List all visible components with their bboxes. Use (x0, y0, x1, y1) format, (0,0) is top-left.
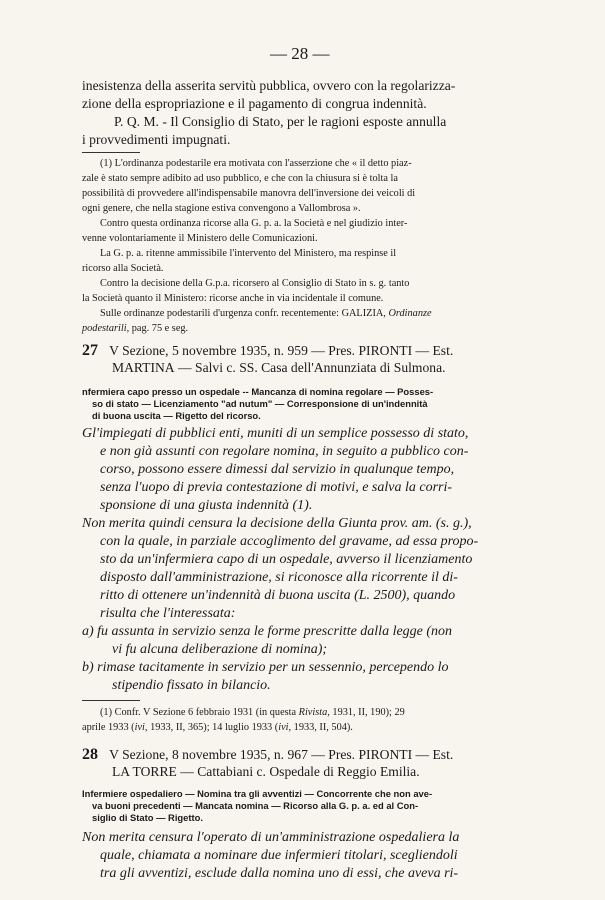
maxim-line: senza l'uopo di previa contestazione di motivi, e salva la corri- (100, 480, 453, 495)
footnote-author: GALIZIA, (341, 308, 386, 319)
footnote-text: 1933, II, 365); 14 luglio 1933 ( (150, 722, 279, 733)
case-27-header (82, 342, 453, 360)
keywords-line: di buona uscita — Rigetto del ricorso. (92, 410, 261, 421)
maxim-line: corso, possono essere dimessi dal servizio in qualunque tempo, (100, 462, 455, 477)
footnote-line: la Società quanto il Ministero: ricorse anche in via incidentale il comune. (82, 293, 384, 304)
maxim-line: disposto dall'amministrazione, si riconosce alla ricorrente il di- (100, 570, 458, 585)
footnote-title: podestarili, (82, 323, 130, 334)
footnote-line (100, 308, 432, 319)
footnote-line: (1) L'ordinanza podestarile era motivata con l'asserzione che « il detto piaz- (100, 158, 412, 169)
keywords-line: nfermiera capo presso un ospedale -- Mancanza di nomina regolare — Posses- (82, 386, 434, 397)
case-number: 27 (82, 342, 98, 359)
footnote-line: possibilità di provvedere all'indispensabile manovra dell'inversione dei veicoli di (82, 188, 416, 199)
maxim-line: sponsione di una giusta indennità (1). (100, 498, 313, 513)
keywords-line: va buoni precedenti — Mancata nomina — Ricorso alla G. p. a. ed al Con- (92, 800, 419, 811)
case-line: V Sezione, 8 novembre 1935, n. 967 — Pres. (109, 747, 356, 762)
footnote-text: pag. 75 e seg. (131, 323, 189, 334)
maxim-line: tra gli avventizi, esclude dalla nomina uno di essi, che aveva ri- (100, 866, 459, 881)
footnote-text: (1) Confr. V Sezione 6 febbraio 1931 (in questa (100, 707, 297, 718)
case-est-label: — Est. (415, 747, 454, 762)
intro-line: zione della espropriazione e il pagamento di congrua indennità. (82, 96, 427, 111)
case-number: 28 (82, 746, 98, 763)
footnote-source: ivi, (134, 722, 148, 733)
intro-line: P. Q. M. - Il Consiglio di Stato, per le ragioni esposte annulla (114, 114, 447, 129)
footnote-line (100, 707, 405, 718)
intro-line: inesistenza della asserita servitù pubblica, ovvero con la regolarizza- (82, 78, 456, 93)
maxim-line: Gl'impiegati di pubblici enti, muniti di un semplice possesso di stato, (82, 426, 469, 441)
footnote-line: zale è stato sempre adibito ad uso pubblico, e che con la chiusura si è tolta la (82, 173, 398, 184)
case-est-label: — Est. (415, 343, 454, 358)
maxim-line: vi fu alcuna deliberazione di nomina); (112, 642, 328, 657)
case-line: — Cattabiani c. Ospedale di Reggio Emilia. (180, 764, 420, 779)
case-president: PIRONTI (358, 343, 413, 358)
footnote-line: ogni genere, che nella stagione estiva convengono a Vallombrosa ». (82, 203, 361, 214)
case-line: V Sezione, 5 novembre 1935, n. 959 — Pres. (109, 343, 356, 358)
page-number: — 28 — (270, 44, 330, 63)
footnote-title: Ordinanze (388, 308, 432, 319)
case-line: — Salvi c. SS. Casa dell'Annunziata di Sulmona. (178, 360, 446, 375)
keywords-line: so di stato — Licenziamento "ad nutum" — Corresponsione di un'indennità (92, 398, 428, 409)
maxim-line: Non merita quindi censura la decisione della Giunta prov. am. (s. g.), (82, 516, 472, 531)
maxim-line: con la quale, in parziale accoglimento del gravame, ad essa propo- (100, 534, 479, 549)
maxim-line: risulta che l'interessata: (100, 606, 236, 621)
case-estensore: MARTINA (112, 360, 175, 375)
maxim-line: quale, chiamata a nominare due infermieri titolari, scegliendoli (100, 848, 458, 863)
maxim-line: b) rimase tacitamente in servizio per un sessennio, percependo lo (82, 660, 449, 675)
footnote-line (82, 323, 188, 334)
footnote-source: ivi, (278, 722, 292, 733)
footnote-line: Contro questa ordinanza ricorse alla G. p. a. la Società e nel giudizio inter- (100, 218, 408, 229)
footnote-text: 1931, II, 190); 29 (332, 707, 405, 718)
maxim-line: Non merita censura l'operato di un'amministrazione ospedaliera la (82, 830, 460, 845)
footnote-line: ricorso alla Società. (82, 263, 164, 274)
maxim-line: sto da un'infermiera capo di un ospedale, avverso il licenziamento (100, 552, 473, 567)
footnote-line (82, 722, 353, 733)
footnote-text: aprile 1933 ( (82, 722, 135, 733)
keywords-line: Infermiere ospedaliero — Nomina tra gli avventizi — Concorrente che non ave- (82, 788, 433, 799)
maxim-line: a) fu assunta in servizio senza le forme prescritte dalla legge (non (82, 624, 453, 639)
case-estensore: LA TORRE (112, 764, 177, 779)
footnote-text: 1933, II, 504). (293, 722, 353, 733)
footnote-line: venne volontariamente il Ministero delle Comunicazioni. (82, 233, 318, 244)
maxim-line: e non già assunti con regolare nomina, in seguito a pubblico con- (100, 444, 469, 459)
footnote-text: Sulle ordinanze podestarili d'urgenza confr. recentemente: (100, 308, 339, 319)
case-president: PIRONTI (358, 747, 413, 762)
intro-line: i provvedimenti impugnati. (82, 132, 231, 147)
maxim-line: stipendio fissato in bilancio. (112, 678, 271, 693)
case-27-parties (112, 360, 446, 376)
footnote-rule (82, 152, 140, 153)
footnote-line: La G. p. a. ritenne ammissibile l'intervento del Ministero, ma respinse il (100, 248, 397, 259)
keywords-line: siglio di Stato — Rigetto. (92, 812, 203, 823)
case-28-header (82, 746, 453, 764)
footnote-rule (82, 700, 140, 701)
footnote-source: Rivista, (298, 707, 330, 718)
case-28-parties (112, 764, 420, 780)
maxim-line: ritto di ottenere un'indennità di buona uscita (L. 2500), quando (100, 588, 456, 603)
footnote-line: Contro la decisione della G.p.a. ricorsero al Consiglio di Stato in s. g. tanto (100, 278, 410, 289)
